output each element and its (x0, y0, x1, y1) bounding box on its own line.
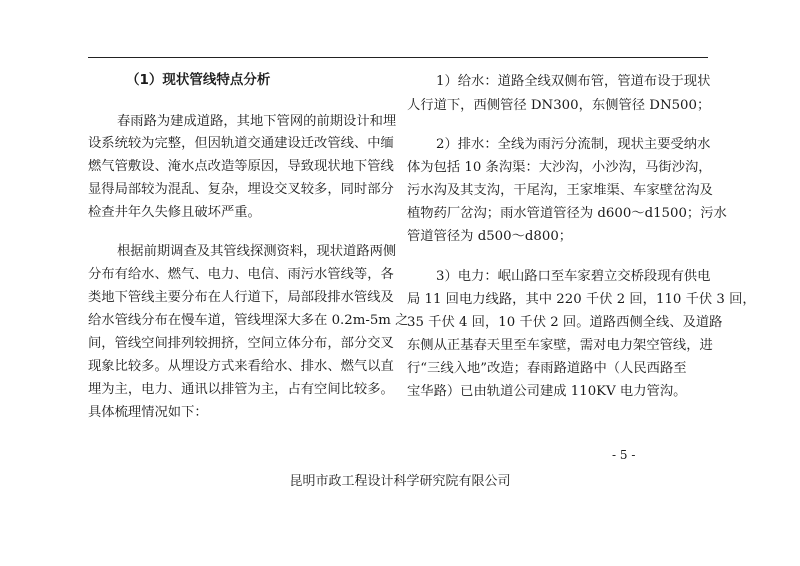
text-line: 宝华路）已由轨道公司建成 110KV 电力管沟。 (407, 384, 687, 399)
footer-company: 昆明市政工程设计科学研究院有限公司 (289, 474, 511, 489)
text-line: 埋为主，电力、通讯以排管为主，占有空间比较多。 (88, 382, 394, 397)
text-line: 污水沟及其支沟，干尾沟，王家堆渠、车家壁岔沟及 (407, 183, 713, 198)
text-line: 显得局部较为混乱、复杂，埋设交叉较多，同时部分 (88, 182, 394, 197)
text-line: 分布有给水、燃气、电力、电信、雨污水管线等，各 (88, 267, 394, 282)
text-line: 燃气管敷设、淹水点改造等原因，导致现状地下管线 (88, 159, 394, 174)
text-line: 春雨路为建成道路，其地下管网的前期设计和埋 (117, 114, 397, 129)
text-line: 管道管径为 d500～d800； (407, 229, 573, 244)
text-line: 35 千伏 4 回，10 千伏 2 回。道路西侧全线、及道路 (407, 315, 723, 330)
text-line: 类地下管线主要分布在人行道下，局部段排水管线及 (88, 290, 394, 305)
text-line: 设系统较为完整，但因轨道交通建设迁改管线、中缅 (88, 136, 394, 151)
text-line: 人行道下，西侧管径 DN300，东侧管径 DN500； (407, 98, 711, 113)
text-line: 根据前期调查及其管线探测资料，现状道路两侧 (117, 244, 397, 259)
text-line: 具体梳理情况如下： (88, 405, 208, 420)
text-line: 3）电力：岷山路口至车家碧立交桥段现有供电 (436, 269, 711, 284)
page-number: - 5 - (612, 448, 636, 462)
section-heading: （1）现状管线特点分析 (126, 72, 271, 88)
text-line: 植物药厂岔沟；雨水管道管径为 d600～d1500；污水 (407, 206, 727, 221)
text-line: 现象比较多。从埋设方式来看给水、排水、燃气以直 (88, 359, 394, 374)
text-line: 检查井年久失修且破坏严重。 (88, 205, 261, 220)
header-rule (88, 57, 708, 58)
text-line: 给水管线分布在慢车道，管线埋深大多在 0.2m-5m 之 (88, 313, 409, 328)
text-line: 体为包括 10 条沟渠：大沙沟，小沙沟，马街沙沟， (407, 160, 712, 175)
text-line: 东侧从正基春天里至车家壁，需对电力架空管线，进 (407, 338, 713, 353)
text-line: 行“三线入地”改造；春雨路道路中（人民西路至 (407, 361, 687, 376)
text-line: 间，管线空间排列较拥挤，空间立体分布，部分交叉 (88, 336, 394, 351)
text-line: 1）给水：道路全线双侧布管，管道布设于现状 (436, 74, 711, 89)
text-line: 局 11 回电力线路，其中 220 千伏 2 回，110 千伏 3 回， (407, 292, 756, 307)
text-line: 2）排水：全线为雨污分流制，现状主要受纳水 (436, 137, 711, 152)
